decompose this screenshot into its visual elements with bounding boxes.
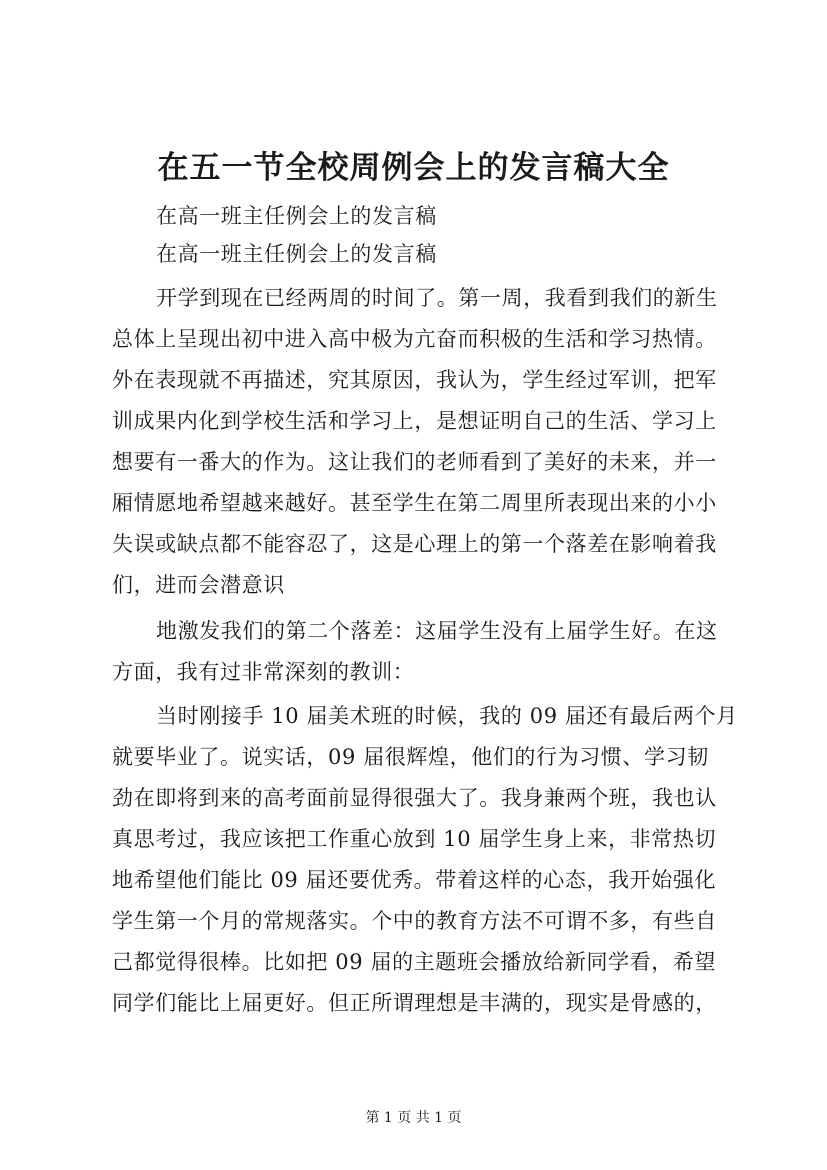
subtitle-line: 在高一班主任例会上的发言稿 <box>156 242 437 266</box>
paragraph-line: 己都觉得很棒。比如把 09 届的主题班会播放给新同学看，希望 <box>112 950 717 974</box>
page-footer: 第 1 页 共 1 页 <box>365 1110 462 1126</box>
paragraph-line: 真思考过，我应该把工作重心放到 10 届学生身上来，非常热切 <box>112 827 717 851</box>
paragraph-line: 厢情愿地希望越来越好。甚至学生在第二周里所表现出来的小小 <box>112 491 717 515</box>
paragraph-line: 地激发我们的第二个落差：这届学生没有上届学生好。在这 <box>156 619 718 643</box>
paragraph-line: 们，进而会潜意识 <box>112 573 285 597</box>
paragraph-line: 失误或缺点都不能容忍了，这是心理上的第一个落差在影响着我 <box>112 532 717 556</box>
paragraph-line: 想要有一番大的作为。这让我们的老师看到了美好的未来，并一 <box>112 450 717 474</box>
paragraph-line: 方面，我有过非常深刻的教训： <box>112 660 415 684</box>
document-title: 在五一节全校周例会上的发言稿大全 <box>157 150 670 186</box>
paragraph-line: 训成果内化到学校生活和学习上，是想证明自己的生活、学习上 <box>112 409 717 433</box>
paragraph-line: 外在表现就不再描述，究其原因，我认为，学生经过军训，把军 <box>112 368 717 392</box>
paragraph-line: 劲在即将到来的高考面前显得很强大了。我身兼两个班，我也认 <box>112 786 717 810</box>
paragraph-line: 总体上呈现出初中进入高中极为亢奋而积极的生活和学习热情。 <box>112 327 717 351</box>
paragraph-line: 同学们能比上届更好。但正所谓理想是丰满的，现实是骨感的， <box>112 991 717 1015</box>
paragraph-line: 开学到现在已经两周的时间了。第一周，我看到我们的新生 <box>156 286 718 310</box>
paragraph-line: 学生第一个月的常规落实。个中的教育方法不可谓不多，有些自 <box>112 909 717 933</box>
paragraph-line: 地希望他们能比 09 届还要优秀。带着这样的心态，我开始强化 <box>112 868 717 892</box>
paragraph-line: 就要毕业了。说实话，09 届很辉煌，他们的行为习惯、学习韧 <box>112 745 709 769</box>
paragraph-line: 当时刚接手 10 届美术班的时候，我的 09 届还有最后两个月 <box>156 704 738 728</box>
subtitle-line: 在高一班主任例会上的发言稿 <box>156 204 437 228</box>
